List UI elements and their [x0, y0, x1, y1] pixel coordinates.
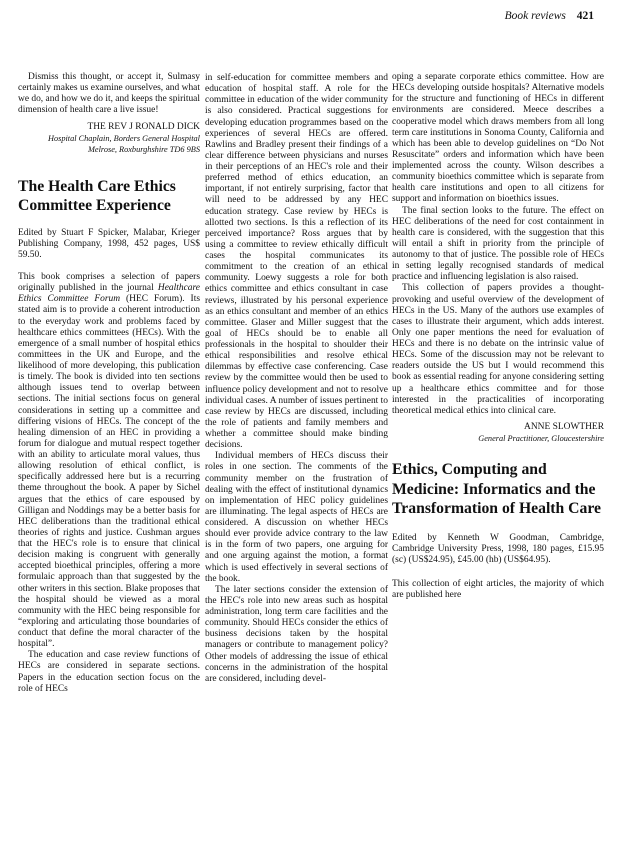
page-number: 421 [576, 10, 594, 22]
running-header [505, 10, 594, 22]
review-paragraph: The final section looks to the future. The effect on HEC deliberations of the need for cost containment in health care is considered, with the suggestion that this will entail a shift in priority from the principle of autonomy to that of justice. The possible role of HECs in setting legally recognised standards of medical practice and influencing legislation is also raised. [392, 205, 604, 283]
reviewer-affiliation-line: Melrose, Roxburghshire TD6 9BS [88, 144, 200, 154]
column-3 [392, 72, 604, 601]
review-paragraph: in self-education for committee members and education of hospital staff. A role for the committee in education of the wider community is also considered. Practical suggestions for developing education programmes based on the experiences of several HECs are offered. Rawlins and Bradley present their findings of a clear difference between physicians and nurses in their perceptions of an HEC's role and their preferred method of ethics education, an important, if not entirely surprising, factor that will need to be addressed by any HEC education strategy. Case review by HECs is allotted two sections. Is this a reflection of its perceived importance? Ross argues that by using a committee to review ethically difficult cases the hospital communicates its commitment to the creation of an ethical community. Loewy suggests a role for both ethics committee and ethics consultant in case reviews, illustrated by his personal experience as an ethics consultant and member of an ethics committee. Glaser and Miller suggest that the goal of HECs should be to enable all professionals in the hospital to shoulder their ethical responsibilities and resolve ethical dilemmas by effective case conferencing. Case review by the committee would then be used to influence policy development and not to resolve individual cases. A number of issues pertinent to case review by HECs are discussed, including the role of patients and family members and whether a committee should make binding decisions. [205, 73, 388, 451]
review-paragraph: The education and case review functions of HECs are considered in separate sections. Papers in the education section focus on the role of HECs [18, 650, 200, 694]
column-1 [18, 72, 200, 695]
book-editor-info: Edited by Kenneth W Goodman, Cambridge, Cambridge University Press, 1998, 180 pages, £15.95 (sc) (US$24.95), £45.00 (hb) (US$64.95). [392, 532, 604, 565]
reviewer-affiliation-line: Hospital Chaplain, Borders General Hospital [47, 133, 200, 143]
journal-title: Healthcare Ethics Committee Forum [18, 283, 200, 305]
review-paragraph: This collection of papers provides a thought-provoking and useful overview of the development of HECs in the US. Many of the authors use examples of cases to illustrate their argument, which adds interest. Only one paper mentions the need for evaluation of HECs and there is no debate on the intrinsic value of HECs. Some of the discussion may not be relevant to readers outside the US but I would recommend this book as essential reading for anyone considering setting up a healthcare ethics committee and for those interested in the practicalities of incorporating theoretical medical ethics into clinical care. [392, 283, 604, 416]
review-text: (HEC Forum). Its stated aim is to provide a coherent introduction to the everyday work and problems faced by healthcare ethics committees (HECs). With the emergence of a small number of hospital ethics committees in the UK and Europe, and the likelihood of more developing, this publication is timely. The book is divided into ten sections although issues tend to overlap between sections. The initial sections focus on general considerations in setting up a committee and differing visions of HECs. The concept of the healing dimension of an HEC in providing a forum for dialogue and mutual respect together with an ability to articulate moral values, thus allowing resolution of ethical conflict, is specifically addressed here but is a recurring theme throughout the book. A paper by Sichel argues that the ethics of care espoused by Gilligan and Noddings may be a better basis for HEC deliberations than the traditional ethical theories of rights and justice. Cushman argues that the HEC's role is to ensure that clinical decision making is congruent with generally accepted bioethical principles, offering a more formulaic approach than that suggested by the other writers in this section. Blake proposes that the hospital should be viewed as a moral community with the HEC being responsible for “exploring and articulating those boundaries of conduct that define the moral character of the hospital”. [18, 294, 200, 650]
section-title: Book reviews [504, 10, 566, 22]
review-text: This book comprises a selection of papers originally published in the journal [18, 272, 200, 294]
column-2 [205, 73, 388, 685]
book-editor-info: Edited by Stuart F Spicker, Malabar, Krieger Publishing Company, 1998, 452 pages, US$ 59.50. [18, 227, 200, 260]
review-paragraph: The later sections consider the extension of the HEC's role into new areas such as hospital administration, long term care facilities and the community. Should HECs consider the ethics of business decisions taken by the hospital managers or contribute to management policy? Other models of addressing the issue of ethical concerns in the administration of the hospital are considered, including devel- [205, 584, 388, 684]
review-paragraph: Individual members of HECs discuss their roles in one section. The comments of the community member on the frustration of dealing with the effect of institutional dynamics on implementation of HEC policy guidelines are illuminating. The legal aspects of HECs are considered. A discussion on whether HECs should ever provide advice contrary to the law is in the form of two papers, one arguing for and one arguing against the motion, a format which is used effectively in several sections of the book. [205, 451, 388, 584]
book-title: The Health Care Ethics Committee Experience [18, 177, 176, 215]
review-paragraph [18, 272, 200, 650]
reviewer-name: ANNE SLOWTHER [524, 421, 604, 432]
reviewer-name: THE REV J RONALD DICK [87, 121, 200, 132]
review-paragraph: This collection of eight articles, the majority of which are published here [392, 578, 604, 600]
review-paragraph: oping a separate corporate ethics committee. How are HECs developing outside hospitals? Alternative models for the structure and functioning of HECs in different environments are considered. Meece describes a cooperative model which draws members from all long term care institutions in Sonoma County, California and which has been able to develop guidelines on “Do Not Resuscitate” orders and information which have been implemented across the county. Wilson describes a community bioethics committee which is separate from health care institutions and open to all citizens for support and information on bioethics issues. [392, 72, 604, 205]
reviewer-affiliation: General Practitioner, Gloucestershire [478, 434, 604, 443]
reviewer-affiliation [18, 133, 200, 155]
review-closing-paragraph: Dismiss this thought, or accept it, Sulmasy certainly makes us examine ourselves, and what we do, and how we do it, and keeps the spiritual dimension of health care a live issue! [18, 72, 200, 116]
book-title: Ethics, Computing and Medicine: Informatics and the Transformation of Health Care [392, 461, 601, 517]
